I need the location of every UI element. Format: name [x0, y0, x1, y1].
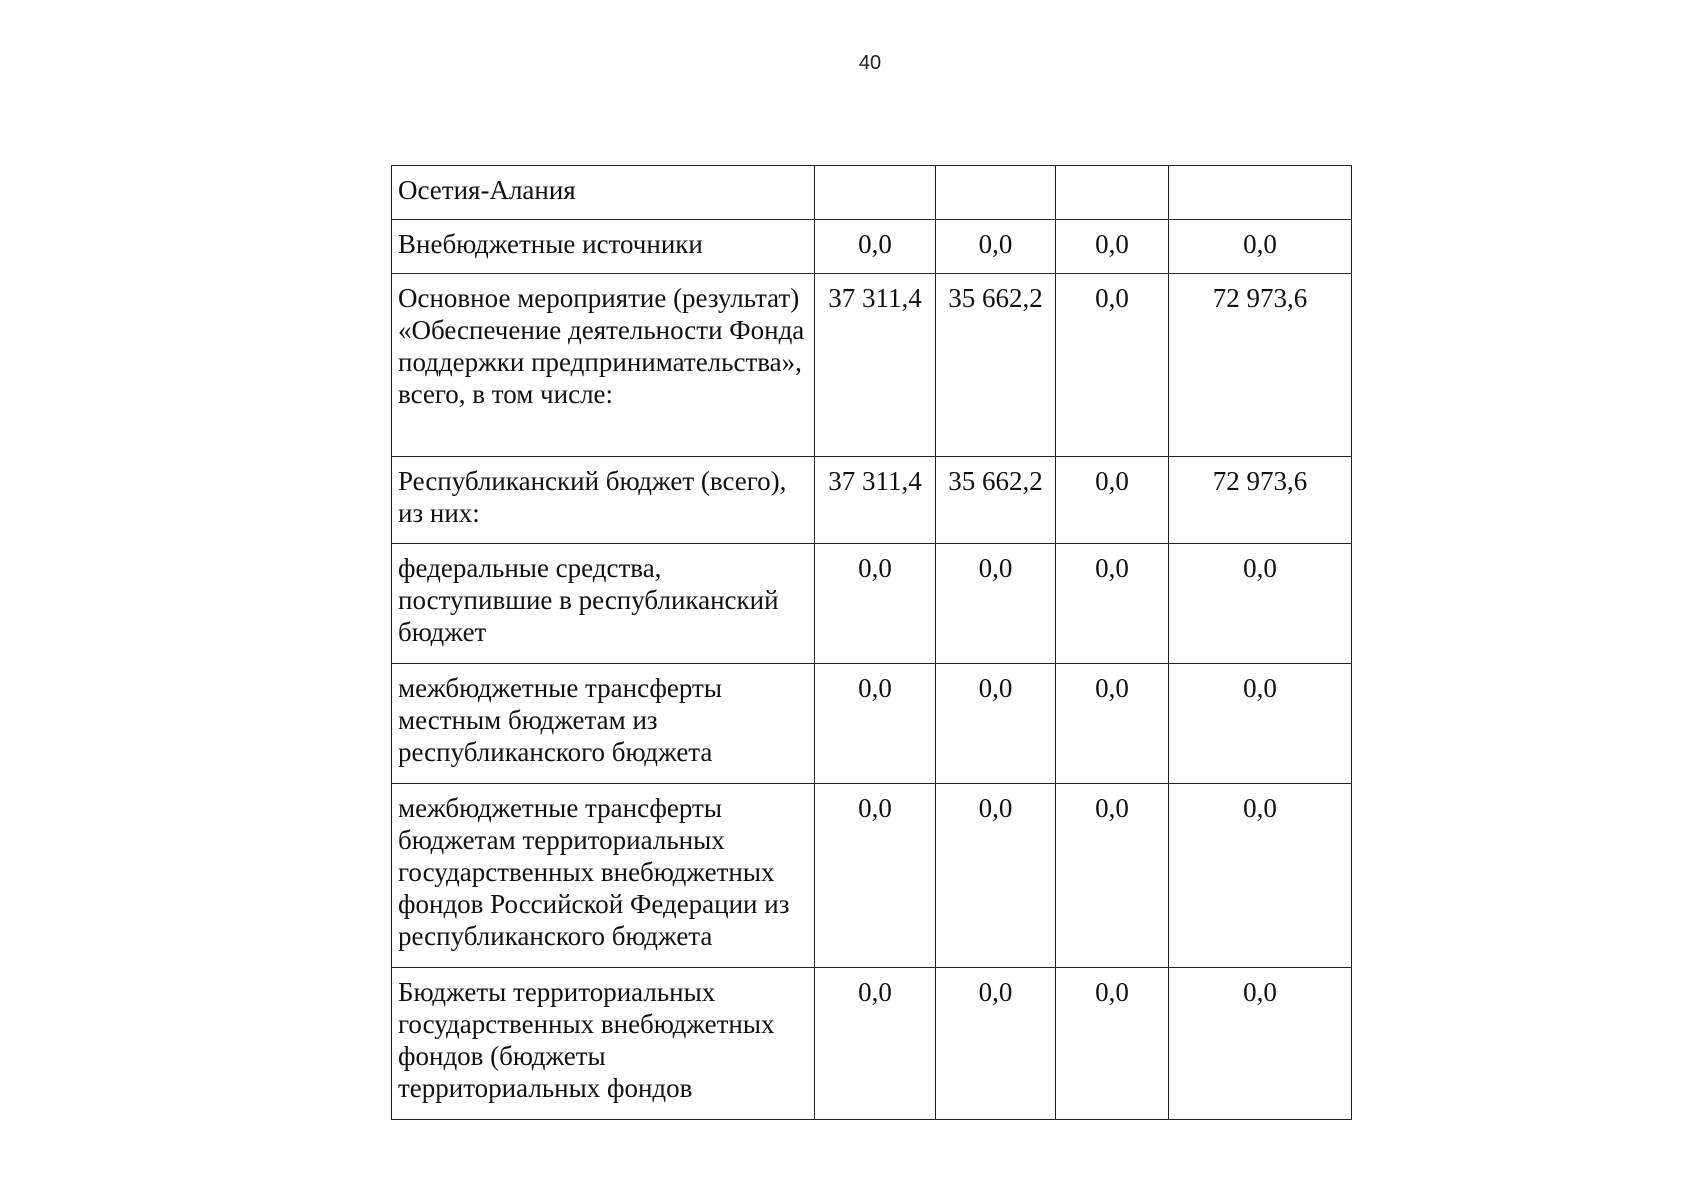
- value-cell: 0,0: [1169, 220, 1352, 274]
- value-cell: 0,0: [1056, 457, 1169, 544]
- value-cell: 0,0: [1169, 664, 1352, 784]
- row-label: Осетия-Алания: [392, 166, 815, 220]
- value-cell: 0,0: [1056, 784, 1169, 968]
- value-cell: 35 662,2: [936, 274, 1056, 457]
- table-row: [392, 664, 1352, 784]
- value-cell: 0,0: [815, 784, 936, 968]
- budget-table: [391, 165, 1352, 1120]
- row-label: межбюджетные трансферты местным бюджетам из республиканского бюджета: [392, 664, 815, 784]
- value-cell: 72 973,6: [1169, 274, 1352, 457]
- value-cell: 0,0: [936, 544, 1056, 664]
- table-row: [392, 784, 1352, 968]
- value-cell: 0,0: [936, 968, 1056, 1120]
- value-cell: 0,0: [1056, 220, 1169, 274]
- value-cell: [815, 166, 936, 220]
- row-label: Бюджеты территориальных государственных внебюджетных фондов (бюджеты территориальных фондов: [392, 968, 815, 1120]
- value-cell: 0,0: [936, 664, 1056, 784]
- value-cell: [1056, 166, 1169, 220]
- value-cell: 0,0: [1169, 784, 1352, 968]
- table-row: [392, 457, 1352, 544]
- row-label: Республиканский бюджет (всего), из них:: [392, 457, 815, 544]
- value-cell: [936, 166, 1056, 220]
- value-cell: 0,0: [815, 968, 936, 1120]
- table-row: [392, 220, 1352, 274]
- value-cell: 0,0: [1169, 544, 1352, 664]
- value-cell: 0,0: [936, 220, 1056, 274]
- value-cell: 0,0: [1056, 968, 1169, 1120]
- value-cell: 37 311,4: [815, 274, 936, 457]
- value-cell: 0,0: [1169, 968, 1352, 1120]
- row-label: межбюджетные трансферты бюджетам территориальных государственных внебюджетных фондов Российской Федерации из республиканского бюджета: [392, 784, 815, 968]
- table-row: [392, 166, 1352, 220]
- value-cell: 0,0: [1056, 274, 1169, 457]
- value-cell: 0,0: [815, 664, 936, 784]
- value-cell: 0,0: [815, 544, 936, 664]
- value-cell: 0,0: [1056, 664, 1169, 784]
- row-label: Внебюджетные источники: [392, 220, 815, 274]
- table-row: [392, 274, 1352, 457]
- value-cell: 0,0: [936, 784, 1056, 968]
- value-cell: 0,0: [1056, 544, 1169, 664]
- table-row: [392, 968, 1352, 1120]
- value-cell: 35 662,2: [936, 457, 1056, 544]
- row-label: Основное мероприятие (результат) «Обеспечение деятельности Фонда поддержки предпринимательства», всего, в том числе:: [392, 274, 815, 457]
- page-number: 40: [858, 52, 882, 74]
- value-cell: 0,0: [815, 220, 936, 274]
- table-row: [392, 544, 1352, 664]
- value-cell: [1169, 166, 1352, 220]
- row-label: федеральные средства, поступившие в республиканский бюджет: [392, 544, 815, 664]
- value-cell: 72 973,6: [1169, 457, 1352, 544]
- value-cell: 37 311,4: [815, 457, 936, 544]
